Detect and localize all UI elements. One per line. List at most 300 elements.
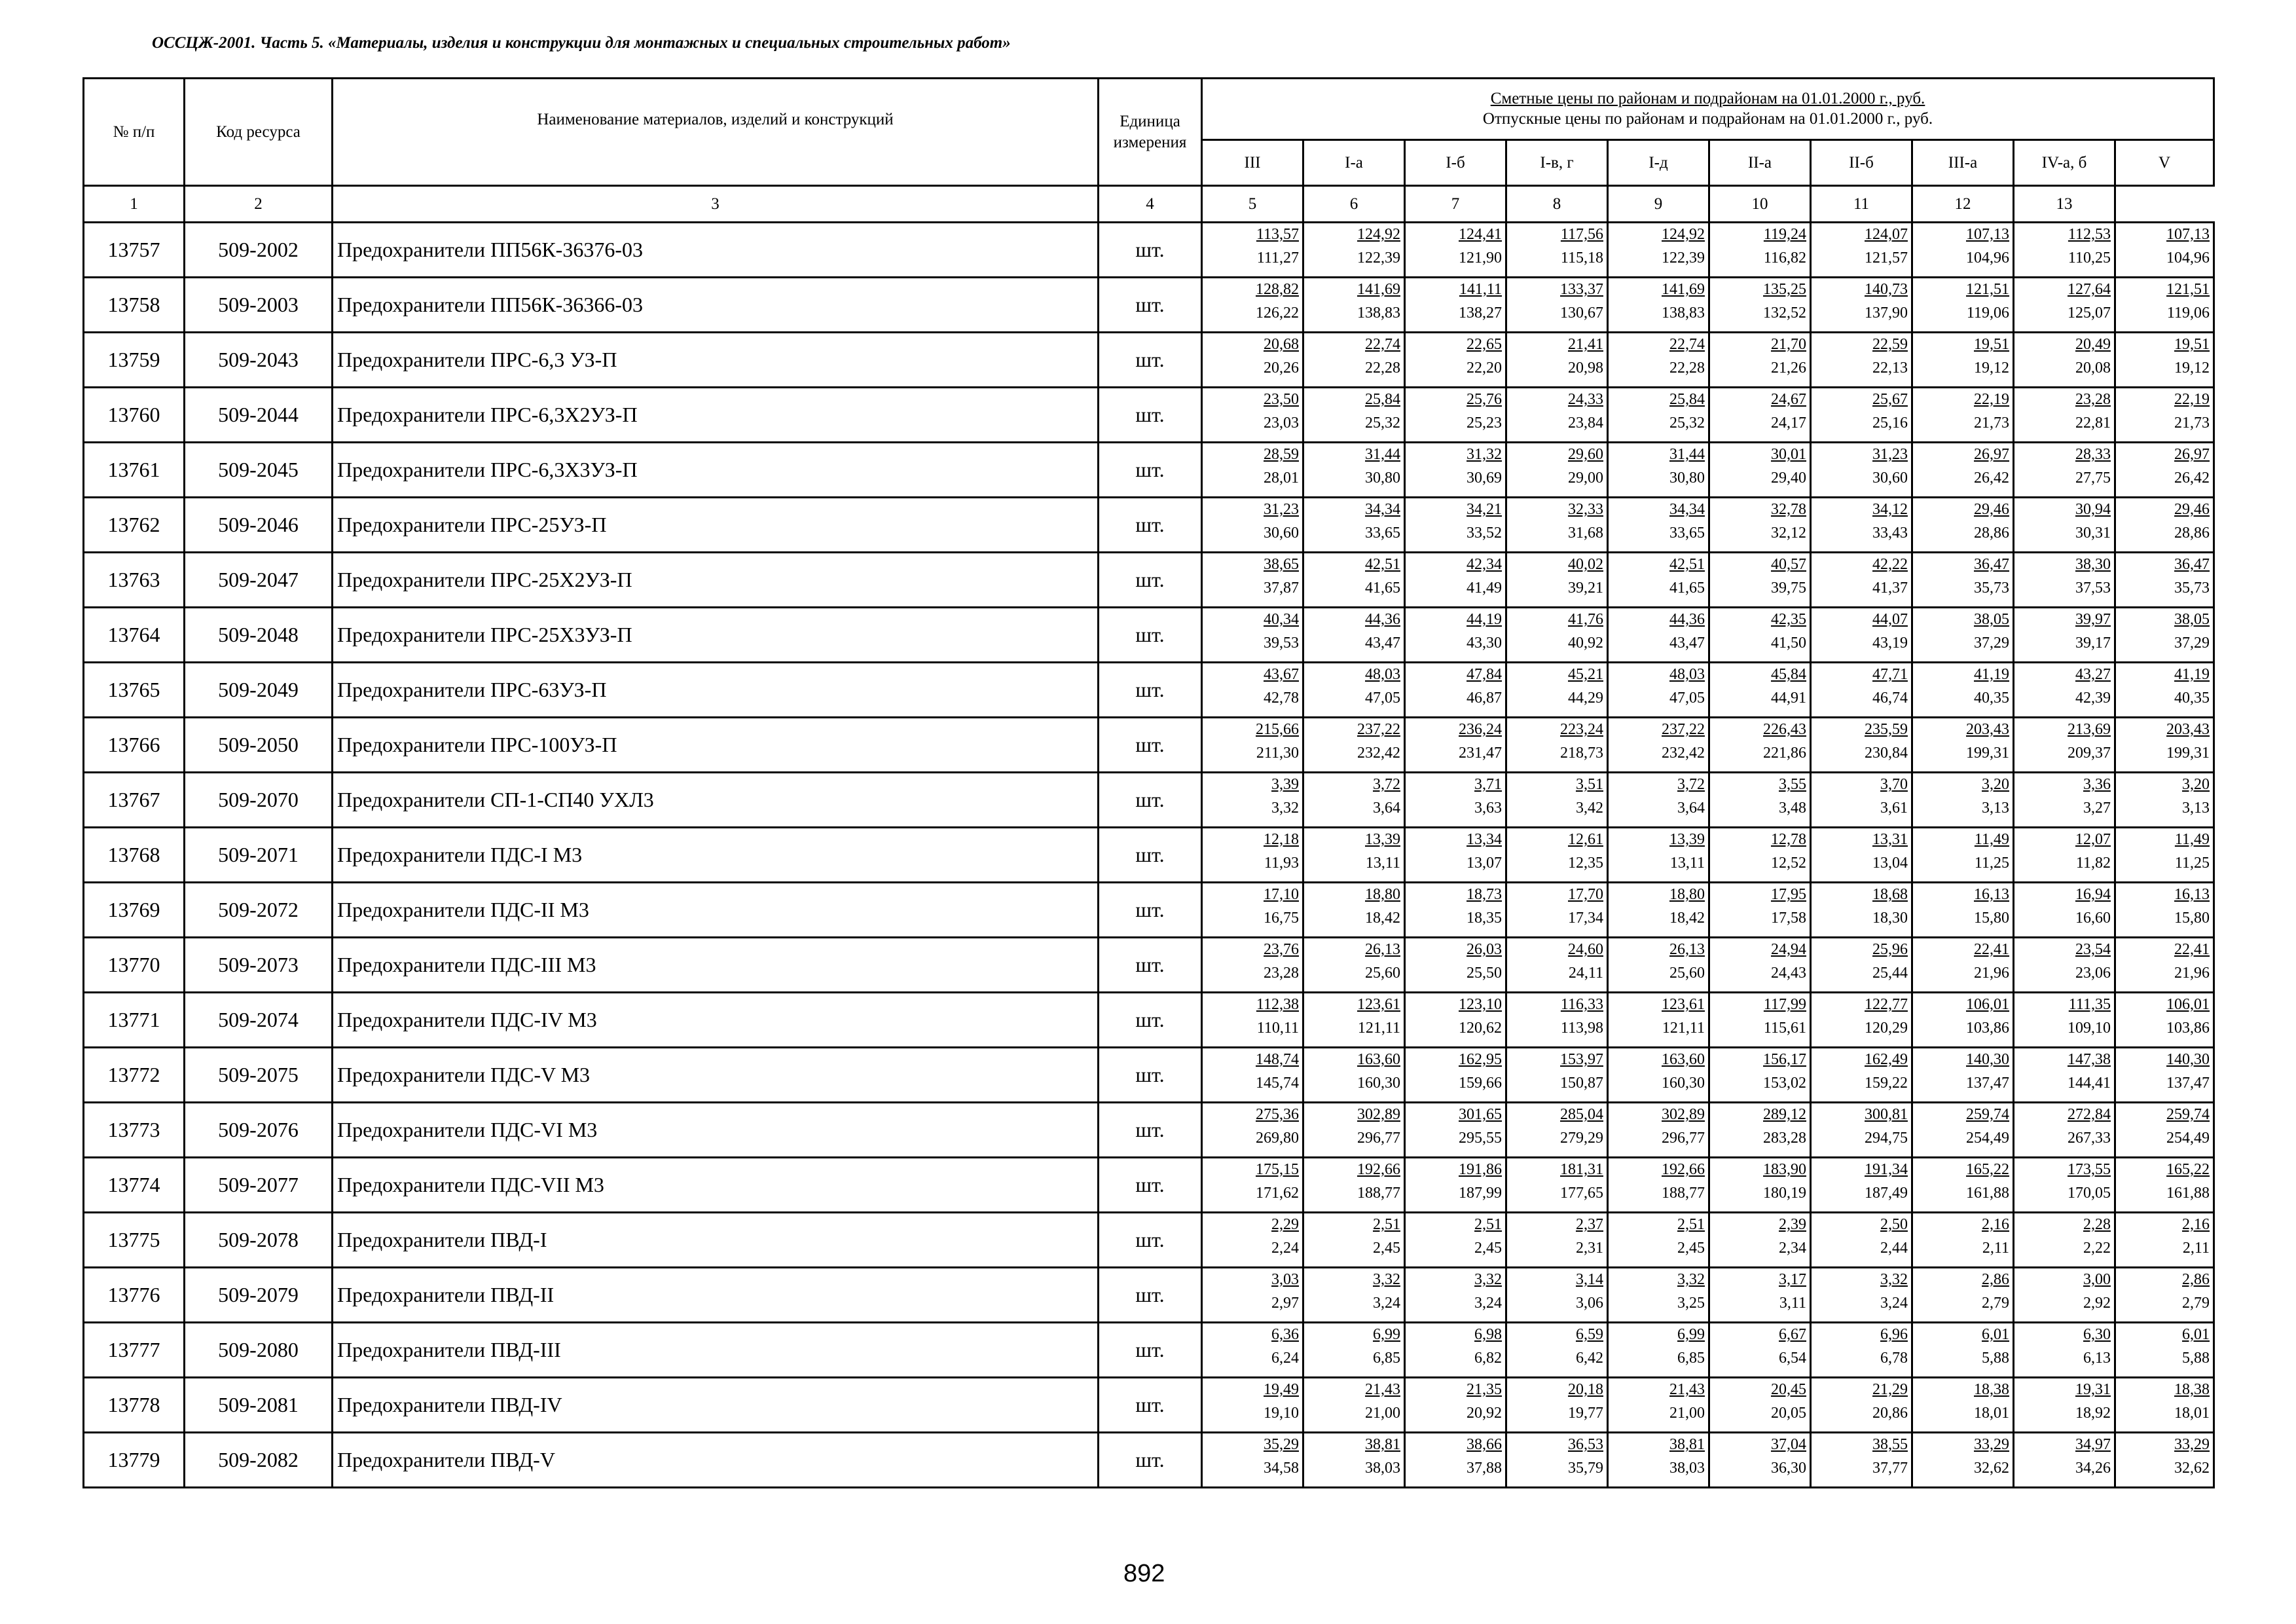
resource-code: 509-2073 (185, 938, 333, 993)
estimated-price: 31,23 (1872, 446, 1908, 463)
estimated-price: 24,60 (1568, 941, 1603, 958)
release-price: 2,34 (1779, 1240, 1806, 1257)
price-cell (2014, 608, 2115, 663)
price-cell (1506, 553, 1608, 608)
estimated-price: 6,96 (1880, 1326, 1908, 1343)
estimated-price: 31,23 (1264, 501, 1299, 518)
row-number: 13769 (84, 883, 185, 938)
estimated-price: 162,95 (1459, 1051, 1502, 1068)
estimated-price: 42,34 (1467, 556, 1502, 573)
price-cell (2115, 443, 2214, 498)
header-unit: Единица измерения (1099, 79, 1202, 186)
estimated-price: 3,70 (1880, 776, 1908, 793)
release-price: 138,27 (1459, 304, 1502, 322)
price-cell (1811, 388, 1912, 443)
price-cell (1506, 333, 1608, 388)
release-price: 153,02 (1763, 1075, 1806, 1092)
price-cell (1303, 223, 1405, 278)
estimated-price: 48,03 (1669, 666, 1705, 683)
unit-cell: шт. (1099, 333, 1202, 388)
price-cell (1709, 278, 1811, 333)
estimated-price: 2,86 (1982, 1271, 2009, 1288)
estimated-price: 124,92 (1357, 226, 1400, 243)
estimated-price: 22,41 (1974, 941, 2009, 958)
row-number: 13772 (84, 1048, 185, 1103)
price-cell (1202, 278, 1303, 333)
price-cell (2014, 663, 2115, 718)
estimated-price: 16,13 (2174, 886, 2210, 903)
estimated-price: 237,22 (1357, 721, 1400, 738)
estimated-price: 113,57 (1256, 226, 1299, 243)
column-index: 1 (84, 186, 185, 223)
price-cell (2115, 828, 2214, 883)
release-price: 138,83 (1662, 304, 1705, 322)
price-cell (1709, 663, 1811, 718)
row-number: 13764 (84, 608, 185, 663)
release-price: 5,88 (2182, 1350, 2210, 1367)
release-price: 130,67 (1560, 304, 1603, 322)
price-cell (2115, 608, 2214, 663)
price-cell (2014, 1323, 2115, 1378)
release-price: 3,27 (2083, 800, 2111, 817)
price-cell (2014, 498, 2115, 553)
header-code: Код ресурса (185, 79, 333, 186)
estimated-price: 173,55 (2068, 1161, 2111, 1178)
resource-code: 509-2076 (185, 1103, 333, 1158)
estimated-price: 25,76 (1467, 391, 1502, 408)
estimated-price: 2,50 (1880, 1216, 1908, 1233)
release-price: 26,42 (1974, 470, 2009, 487)
release-price: 11,93 (1264, 855, 1299, 872)
estimated-price: 13,39 (1365, 831, 1400, 848)
price-cell (1709, 498, 1811, 553)
price-cell (2115, 278, 2214, 333)
price-cell (1202, 223, 1303, 278)
price-cell (1709, 993, 1811, 1048)
region-header: II-б (1811, 140, 1912, 186)
price-cell (1303, 993, 1405, 1048)
release-price: 13,07 (1467, 855, 1502, 872)
price-cell (1405, 663, 1506, 718)
price-cell (2014, 1433, 2115, 1488)
resource-code: 509-2072 (185, 883, 333, 938)
estimated-price: 163,60 (1662, 1051, 1705, 1068)
price-cell (2115, 938, 2214, 993)
price-cell (1506, 1158, 1608, 1213)
release-price: 3,63 (1474, 800, 1502, 817)
table-row (84, 553, 2214, 608)
price-cell (1506, 883, 1608, 938)
release-price: 27,75 (2075, 470, 2111, 487)
release-price: 122,39 (1357, 249, 1400, 267)
release-price: 2,45 (1677, 1240, 1705, 1257)
price-cell (2014, 1268, 2115, 1323)
price-cell (1811, 1433, 1912, 1488)
release-price: 47,05 (1365, 690, 1400, 707)
price-cell (1912, 1433, 2014, 1488)
release-price: 160,30 (1662, 1075, 1705, 1092)
resource-code: 509-2002 (185, 223, 333, 278)
estimated-price: 6,59 (1576, 1326, 1603, 1343)
estimated-price: 156,17 (1763, 1051, 1806, 1068)
release-price: 30,69 (1467, 470, 1502, 487)
price-cell (1709, 443, 1811, 498)
price-cell (2115, 333, 2214, 388)
price-cell (1405, 1048, 1506, 1103)
estimated-price: 30,94 (2075, 501, 2111, 518)
release-price: 119,06 (2166, 304, 2210, 322)
release-price: 20,92 (1467, 1405, 1502, 1422)
estimated-price: 215,66 (1256, 721, 1299, 738)
price-cell (1709, 828, 1811, 883)
release-price: 30,80 (1365, 470, 1400, 487)
price-cell (1912, 718, 2014, 773)
release-price: 180,19 (1763, 1185, 1806, 1202)
material-name: Предохранители ПВД-V (333, 1433, 1099, 1488)
material-name: Предохранители ПДС-IV М3 (333, 993, 1099, 1048)
release-price: 267,33 (2068, 1130, 2111, 1147)
estimated-price: 32,78 (1771, 501, 1806, 518)
price-cell (1608, 883, 1709, 938)
release-price: 3,25 (1677, 1295, 1705, 1312)
estimated-price: 42,51 (1669, 556, 1705, 573)
price-cell (2014, 718, 2115, 773)
estimated-price: 119,24 (1763, 226, 1806, 243)
estimated-price: 123,61 (1662, 996, 1705, 1013)
price-cell (1608, 773, 1709, 828)
estimated-price: 28,33 (2075, 446, 2111, 463)
release-price: 32,62 (2174, 1460, 2210, 1477)
release-price: 3,61 (1880, 800, 1908, 817)
price-cell (1811, 498, 1912, 553)
release-price: 232,42 (1662, 745, 1705, 762)
price-cell (1709, 608, 1811, 663)
estimated-price: 24,33 (1568, 391, 1603, 408)
release-price: 20,08 (2075, 360, 2111, 377)
release-price: 211,30 (1256, 745, 1299, 762)
estimated-price: 26,03 (1467, 941, 1502, 958)
material-name: Предохранители ПДС-I М3 (333, 828, 1099, 883)
estimated-price: 6,67 (1779, 1326, 1806, 1343)
resource-code: 509-2071 (185, 828, 333, 883)
estimated-price: 3,32 (1880, 1271, 1908, 1288)
price-cell (1506, 443, 1608, 498)
estimated-price: 141,11 (1459, 281, 1502, 298)
resource-code: 509-2003 (185, 278, 333, 333)
price-cell (2115, 1433, 2214, 1488)
price-cell (1608, 1048, 1709, 1103)
price-cell (1811, 608, 1912, 663)
estimated-price: 223,24 (1560, 721, 1603, 738)
release-price: 111,27 (1256, 249, 1299, 267)
price-cell (1303, 828, 1405, 883)
estimated-price: 20,49 (2075, 336, 2111, 353)
estimated-price: 38,81 (1365, 1436, 1400, 1453)
release-price: 21,96 (2174, 965, 2210, 982)
estimated-price: 127,64 (2068, 281, 2111, 298)
estimated-price: 106,01 (1966, 996, 2009, 1013)
release-price: 43,47 (1669, 635, 1705, 652)
release-price: 40,92 (1568, 635, 1603, 652)
release-price: 13,11 (1365, 855, 1400, 872)
price-cell (2014, 278, 2115, 333)
release-price: 42,78 (1264, 690, 1299, 707)
estimated-price: 11,49 (2174, 831, 2210, 848)
price-cell (1608, 608, 1709, 663)
price-table (82, 77, 2215, 1488)
estimated-price: 226,43 (1763, 721, 1806, 738)
unit-cell: шт. (1099, 443, 1202, 498)
price-cell (1202, 553, 1303, 608)
row-number: 13762 (84, 498, 185, 553)
price-cell (1202, 1433, 1303, 1488)
estimated-price: 19,31 (2075, 1381, 2111, 1398)
estimated-price: 181,31 (1560, 1161, 1603, 1178)
estimated-price: 26,97 (1974, 446, 2009, 463)
price-cell (1912, 883, 2014, 938)
price-cell (1405, 608, 1506, 663)
material-name: Предохранители ПДС-III М3 (333, 938, 1099, 993)
release-price: 35,79 (1568, 1460, 1603, 1477)
price-cell (1912, 388, 2014, 443)
table-row (84, 773, 2214, 828)
estimated-price: 112,53 (2068, 226, 2111, 243)
price-cell (1811, 663, 1912, 718)
release-price: 42,39 (2075, 690, 2111, 707)
estimated-price: 45,21 (1568, 666, 1603, 683)
release-price: 171,62 (1256, 1185, 1299, 1202)
resource-code: 509-2079 (185, 1268, 333, 1323)
price-cell (1608, 1268, 1709, 1323)
table-row (84, 828, 2214, 883)
estimated-price: 3,20 (1982, 776, 2009, 793)
unit-cell: шт. (1099, 608, 1202, 663)
column-index: 8 (1506, 186, 1608, 223)
price-cell (1405, 1213, 1506, 1268)
estimated-price: 135,25 (1763, 281, 1806, 298)
estimated-price: 38,30 (2075, 556, 2111, 573)
estimated-price: 21,43 (1669, 1381, 1705, 1398)
release-price: 279,29 (1560, 1130, 1603, 1147)
release-price: 24,11 (1568, 965, 1603, 982)
release-price: 3,64 (1373, 800, 1400, 817)
release-price: 159,66 (1459, 1075, 1502, 1092)
price-cell (1405, 828, 1506, 883)
table-row (84, 1323, 2214, 1378)
unit-cell: шт. (1099, 718, 1202, 773)
estimated-price: 33,29 (2174, 1436, 2210, 1453)
region-header: I-д (1608, 140, 1709, 186)
price-cell (1303, 1048, 1405, 1103)
release-price: 24,43 (1771, 965, 1806, 982)
resource-code: 509-2082 (185, 1433, 333, 1488)
estimated-price: 32,33 (1568, 501, 1603, 518)
estimated-price: 124,07 (1865, 226, 1908, 243)
release-price: 25,50 (1467, 965, 1502, 982)
estimated-price: 285,04 (1560, 1106, 1603, 1123)
release-price: 23,03 (1264, 415, 1299, 432)
estimated-price: 289,12 (1763, 1106, 1806, 1123)
price-cell (1405, 1103, 1506, 1158)
material-name: Предохранители ПДС-II М3 (333, 883, 1099, 938)
price-cell (1405, 1433, 1506, 1488)
price-cell (1202, 1103, 1303, 1158)
material-name: Предохранители ПП56К-36376-03 (333, 223, 1099, 278)
release-price: 28,01 (1264, 470, 1299, 487)
release-price: 41,65 (1365, 580, 1400, 597)
release-price: 199,31 (1966, 745, 2009, 762)
price-cell (1202, 498, 1303, 553)
unit-cell: шт. (1099, 553, 1202, 608)
release-price: 37,87 (1264, 580, 1299, 597)
price-cell (2014, 388, 2115, 443)
column-index: 3 (333, 186, 1099, 223)
price-cell (1506, 773, 1608, 828)
release-price: 15,80 (1974, 910, 2009, 927)
resource-code: 509-2070 (185, 773, 333, 828)
estimated-price: 12,07 (2075, 831, 2111, 848)
unit-cell: шт. (1099, 1103, 1202, 1158)
release-price: 2,24 (1271, 1240, 1299, 1257)
release-price: 177,65 (1560, 1185, 1603, 1202)
region-header: III (1202, 140, 1303, 186)
table-row (84, 498, 2214, 553)
release-price: 20,26 (1264, 360, 1299, 377)
price-cell (1405, 553, 1506, 608)
release-price: 3,24 (1880, 1295, 1908, 1312)
estimated-price: 124,92 (1662, 226, 1705, 243)
estimated-price: 301,65 (1459, 1106, 1502, 1123)
estimated-price: 25,84 (1365, 391, 1400, 408)
release-price: 103,86 (2166, 1020, 2210, 1037)
estimated-price: 31,44 (1669, 446, 1705, 463)
price-cell (1303, 608, 1405, 663)
release-price: 188,77 (1357, 1185, 1400, 1202)
estimated-price: 6,99 (1677, 1326, 1705, 1343)
release-price: 33,43 (1872, 525, 1908, 542)
release-price: 28,86 (1974, 525, 2009, 542)
unit-cell: шт. (1099, 1378, 1202, 1433)
price-cell (1506, 1103, 1608, 1158)
price-cell (1811, 828, 1912, 883)
price-cell (1303, 1433, 1405, 1488)
price-cell (1912, 663, 2014, 718)
estimated-price: 6,36 (1271, 1326, 1299, 1343)
release-price: 161,88 (2166, 1185, 2210, 1202)
column-index: 5 (1202, 186, 1303, 223)
column-index: 2 (185, 186, 333, 223)
material-name: Предохранители ПВД-I (333, 1213, 1099, 1268)
estimated-price: 107,13 (2166, 226, 2210, 243)
release-price: 17,34 (1568, 910, 1603, 927)
release-price: 6,85 (1373, 1350, 1400, 1367)
estimated-price: 122,77 (1865, 996, 1908, 1013)
material-name: Предохранители ПВД-IV (333, 1378, 1099, 1433)
price-cell (1608, 1433, 1709, 1488)
release-price: 221,86 (1763, 745, 1806, 762)
resource-code: 509-2048 (185, 608, 333, 663)
release-price: 125,07 (2068, 304, 2111, 322)
release-price: 137,47 (2166, 1075, 2210, 1092)
estimated-price: 18,38 (1974, 1381, 2009, 1398)
price-cell (1303, 718, 1405, 773)
release-price: 25,60 (1365, 965, 1400, 982)
price-cell (1506, 223, 1608, 278)
material-name: Предохранители ПРС-25Х3УЗ-П (333, 608, 1099, 663)
release-price: 41,37 (1872, 580, 1908, 597)
price-cell (1303, 883, 1405, 938)
estimated-price: 236,24 (1459, 721, 1502, 738)
price-cell (2014, 938, 2115, 993)
release-price: 39,17 (2075, 635, 2111, 652)
estimated-price: 2,51 (1373, 1216, 1400, 1233)
estimated-price: 47,71 (1872, 666, 1908, 683)
estimated-price: 36,47 (1974, 556, 2009, 573)
price-cell (1608, 1103, 1709, 1158)
release-price: 43,30 (1467, 635, 1502, 652)
price-cell (1912, 1323, 2014, 1378)
price-cell (1506, 663, 1608, 718)
price-cell (1709, 1378, 1811, 1433)
estimated-price: 18,80 (1365, 886, 1400, 903)
release-price: 20,05 (1771, 1405, 1806, 1422)
estimated-price: 22,19 (1974, 391, 2009, 408)
release-price: 35,73 (1974, 580, 2009, 597)
estimated-price: 3,20 (2182, 776, 2210, 793)
estimated-price: 29,46 (2174, 501, 2210, 518)
estimated-price: 31,44 (1365, 446, 1400, 463)
estimated-price: 235,59 (1865, 721, 1908, 738)
price-cell (2115, 1048, 2214, 1103)
estimated-price: 237,22 (1662, 721, 1705, 738)
estimated-price: 24,94 (1771, 941, 1806, 958)
estimated-price: 2,86 (2182, 1271, 2210, 1288)
release-price: 3,42 (1576, 800, 1603, 817)
price-cell (2115, 663, 2214, 718)
estimated-price: 22,59 (1872, 336, 1908, 353)
estimated-price: 3,55 (1779, 776, 1806, 793)
region-header: I-б (1405, 140, 1506, 186)
estimated-price: 12,18 (1264, 831, 1299, 848)
row-number: 13770 (84, 938, 185, 993)
price-cell (1202, 883, 1303, 938)
price-cell (2014, 1048, 2115, 1103)
estimated-price: 6,99 (1373, 1326, 1400, 1343)
release-price: 44,91 (1771, 690, 1806, 707)
header-regions-estimated: Сметные цены по районам и подрайонам на 01.01.2000 г., руб. (1490, 90, 1925, 107)
release-price: 170,05 (2068, 1185, 2111, 1202)
price-cell (1303, 1213, 1405, 1268)
material-name: Предохранители ПДС-VI М3 (333, 1103, 1099, 1158)
estimated-price: 34,21 (1467, 501, 1502, 518)
price-cell (1811, 278, 1912, 333)
price-cell (1202, 333, 1303, 388)
release-price: 3,24 (1373, 1295, 1400, 1312)
price-cell (1912, 828, 2014, 883)
price-cell (1405, 1268, 1506, 1323)
estimated-price: 35,29 (1264, 1436, 1299, 1453)
release-price: 109,10 (2068, 1020, 2111, 1037)
header-regions (1202, 79, 2214, 140)
release-price: 119,06 (1966, 304, 2009, 322)
table-row (84, 608, 2214, 663)
price-cell (1709, 773, 1811, 828)
release-price: 3,06 (1576, 1295, 1603, 1312)
release-price: 38,03 (1669, 1460, 1705, 1477)
estimated-price: 34,12 (1872, 501, 1908, 518)
release-price: 113,98 (1560, 1020, 1603, 1037)
price-cell (1811, 718, 1912, 773)
